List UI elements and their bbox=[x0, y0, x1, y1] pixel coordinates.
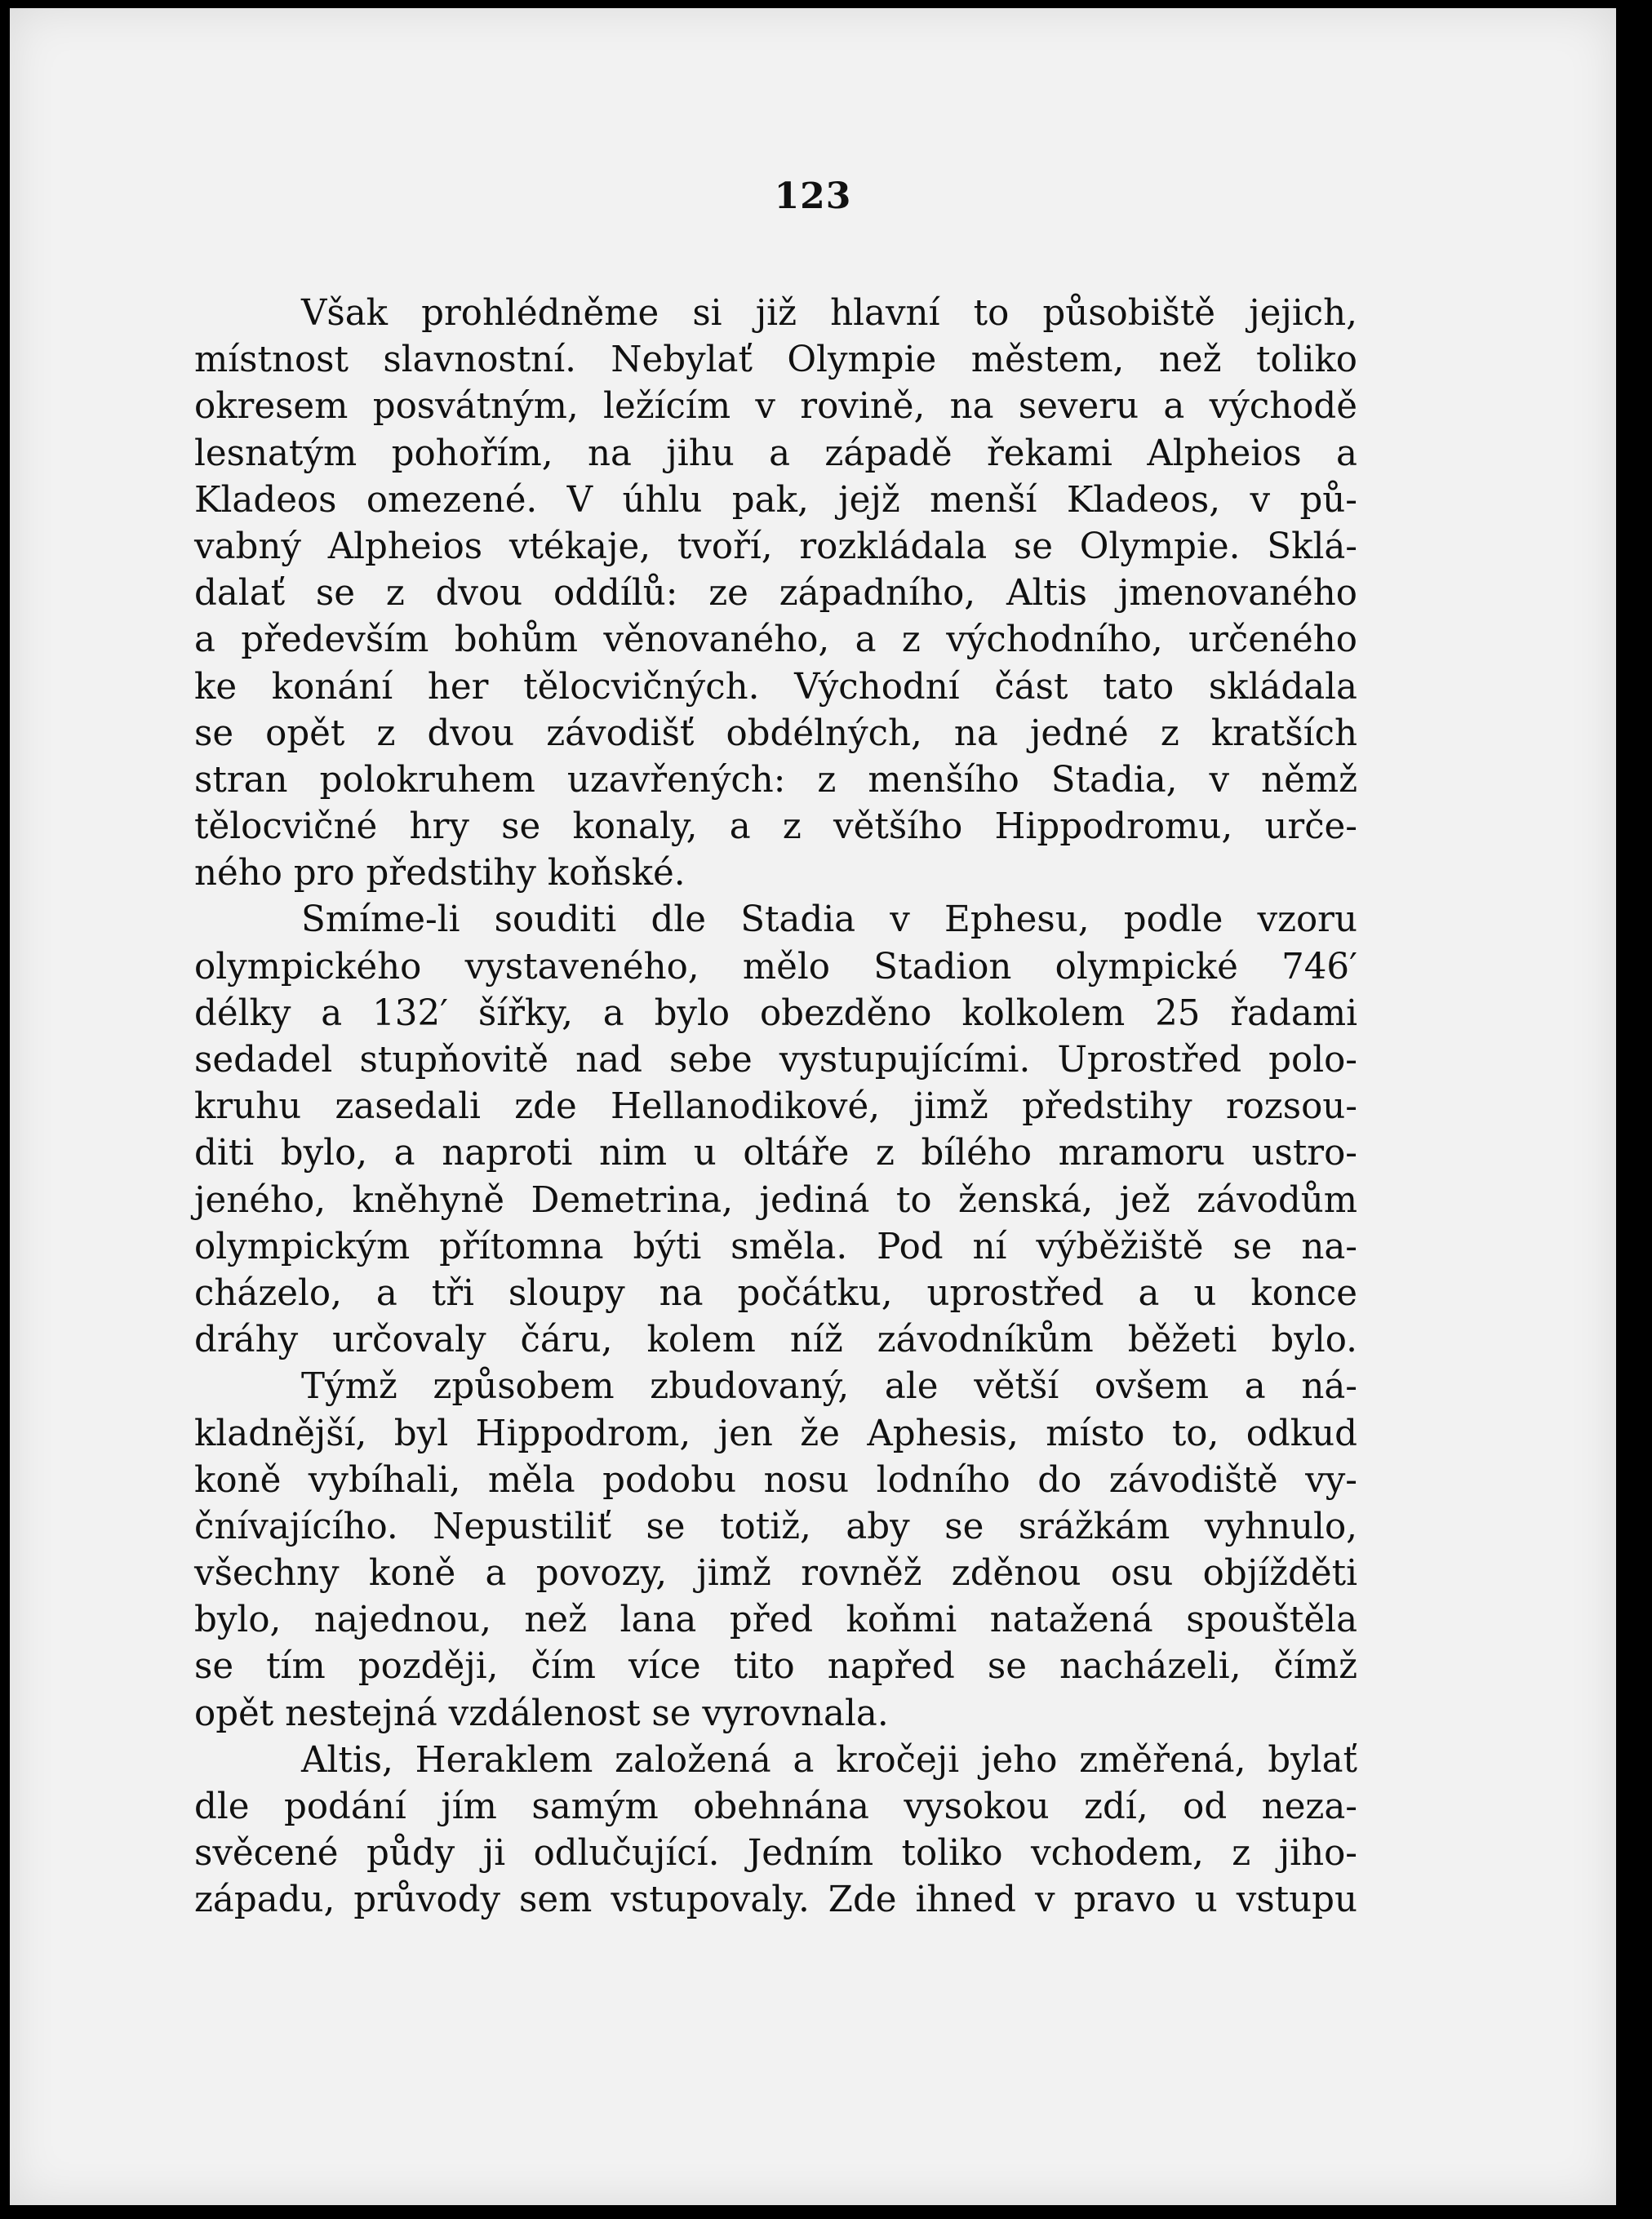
text-line: jeného, kněhyně Demetrina, jediná to ženská, jež závodům bbox=[194, 1179, 1357, 1221]
text-line: a především bohům věnovaného, a z východního, určeného bbox=[194, 619, 1357, 661]
text-line: lesnatým pohořím, na jihu a západě řekami Alpheios a bbox=[194, 433, 1357, 474]
scan-edge bbox=[1616, 0, 1652, 2219]
page-number: 123 bbox=[774, 175, 852, 217]
text-line: kruhu zasedali zde Hellanodikové, jimž předstihy rozsou- bbox=[194, 1086, 1357, 1128]
text-line: dle podání jím samým obehnána vysokou zdí, od neza- bbox=[194, 1786, 1357, 1827]
text-line: Smíme-li souditi dle Stadia v Ephesu, podle vzoru bbox=[301, 899, 1357, 941]
book-page bbox=[10, 8, 1616, 2205]
text-line: Kladeos omezené. V úhlu pak, jejž menší Kladeos, v pů- bbox=[194, 479, 1357, 521]
text-line: čnívajícího. Nepustiliť se totiž, aby se srážkám vyhnulo, bbox=[194, 1506, 1357, 1547]
text-line: sedadel stupňovitě nad sebe vystupujícími. Uprostřed polo- bbox=[194, 1040, 1357, 1081]
text-line: opět nestejná vzdálenost se vyrovnala. bbox=[194, 1693, 889, 1734]
text-line: místnost slavnostní. Nebylať Olympie městem, než toliko bbox=[194, 340, 1357, 381]
text-line: cházelo, a tři sloupy na počátku, uprostřed a u konce bbox=[194, 1272, 1357, 1314]
text-line: Však prohlédněme si již hlavní to působiště jejich, bbox=[301, 293, 1357, 334]
text-line: ke konání her tělocvičných. Východní část tato skládala bbox=[194, 666, 1357, 708]
text-line: dráhy určovaly čáru, kolem níž závodníkům běžeti bylo. bbox=[194, 1320, 1357, 1361]
text-line: ného pro předstihy koňské. bbox=[194, 853, 686, 894]
text-line: vabný Alpheios vtékaje, tvoří, rozkládala se Olympie. Sklá- bbox=[194, 526, 1357, 567]
body-text bbox=[194, 291, 1357, 1924]
text-line: všechny koně a povozy, jimž rovněž zděnou osu objížděti bbox=[194, 1553, 1357, 1595]
text-line: Altis, Heraklem založená a kročeji jeho změřená, bylať bbox=[301, 1739, 1357, 1781]
text-line: délky a 132′ šířky, a bylo obezděno kolkolem 25 řadami bbox=[194, 992, 1357, 1034]
text-line: dalať se z dvou oddílů: ze západního, Altis jmenovaného bbox=[194, 573, 1357, 615]
text-line: se opět z dvou závodišť obdélných, na jedné z kratších bbox=[194, 712, 1357, 754]
text-line: bylo, najednou, než lana před koňmi natažená spouštěla bbox=[194, 1600, 1357, 1641]
text-line: okresem posvátným, ležícím v rovině, na severu a východě bbox=[194, 386, 1357, 428]
text-line: stran polokruhem uzavřených: z menšího Stadia, v němž bbox=[194, 759, 1357, 801]
text-line: kladnější, byl Hippodrom, jen že Aphesis, místo to, odkud bbox=[194, 1413, 1357, 1454]
text-line: koně vybíhali, měla podobu nosu lodního do závodiště vy- bbox=[194, 1459, 1357, 1501]
text-line: diti bylo, a naproti nim u oltáře z bílého mramoru ustro- bbox=[194, 1133, 1357, 1174]
text-line: svěcené půdy ji odlučující. Jedním toliko vchodem, z jiho- bbox=[194, 1833, 1357, 1875]
text-line: Týmž způsobem zbudovaný, ale větší ovšem a ná- bbox=[301, 1366, 1357, 1408]
text-line: olympického vystaveného, mělo Stadion olympické 746′ bbox=[194, 946, 1357, 987]
text-line: se tím později, čím více tito napřed se nacházeli, čímž bbox=[194, 1646, 1357, 1688]
text-line: západu, průvody sem vstupovaly. Zde ihned v pravo u vstupu bbox=[194, 1879, 1357, 1921]
text-line: tělocvičné hry se konaly, a z většího Hippodromu, urče- bbox=[194, 806, 1357, 848]
text-line: olympickým přítomna býti směla. Pod ní výběžiště se na- bbox=[194, 1226, 1357, 1267]
